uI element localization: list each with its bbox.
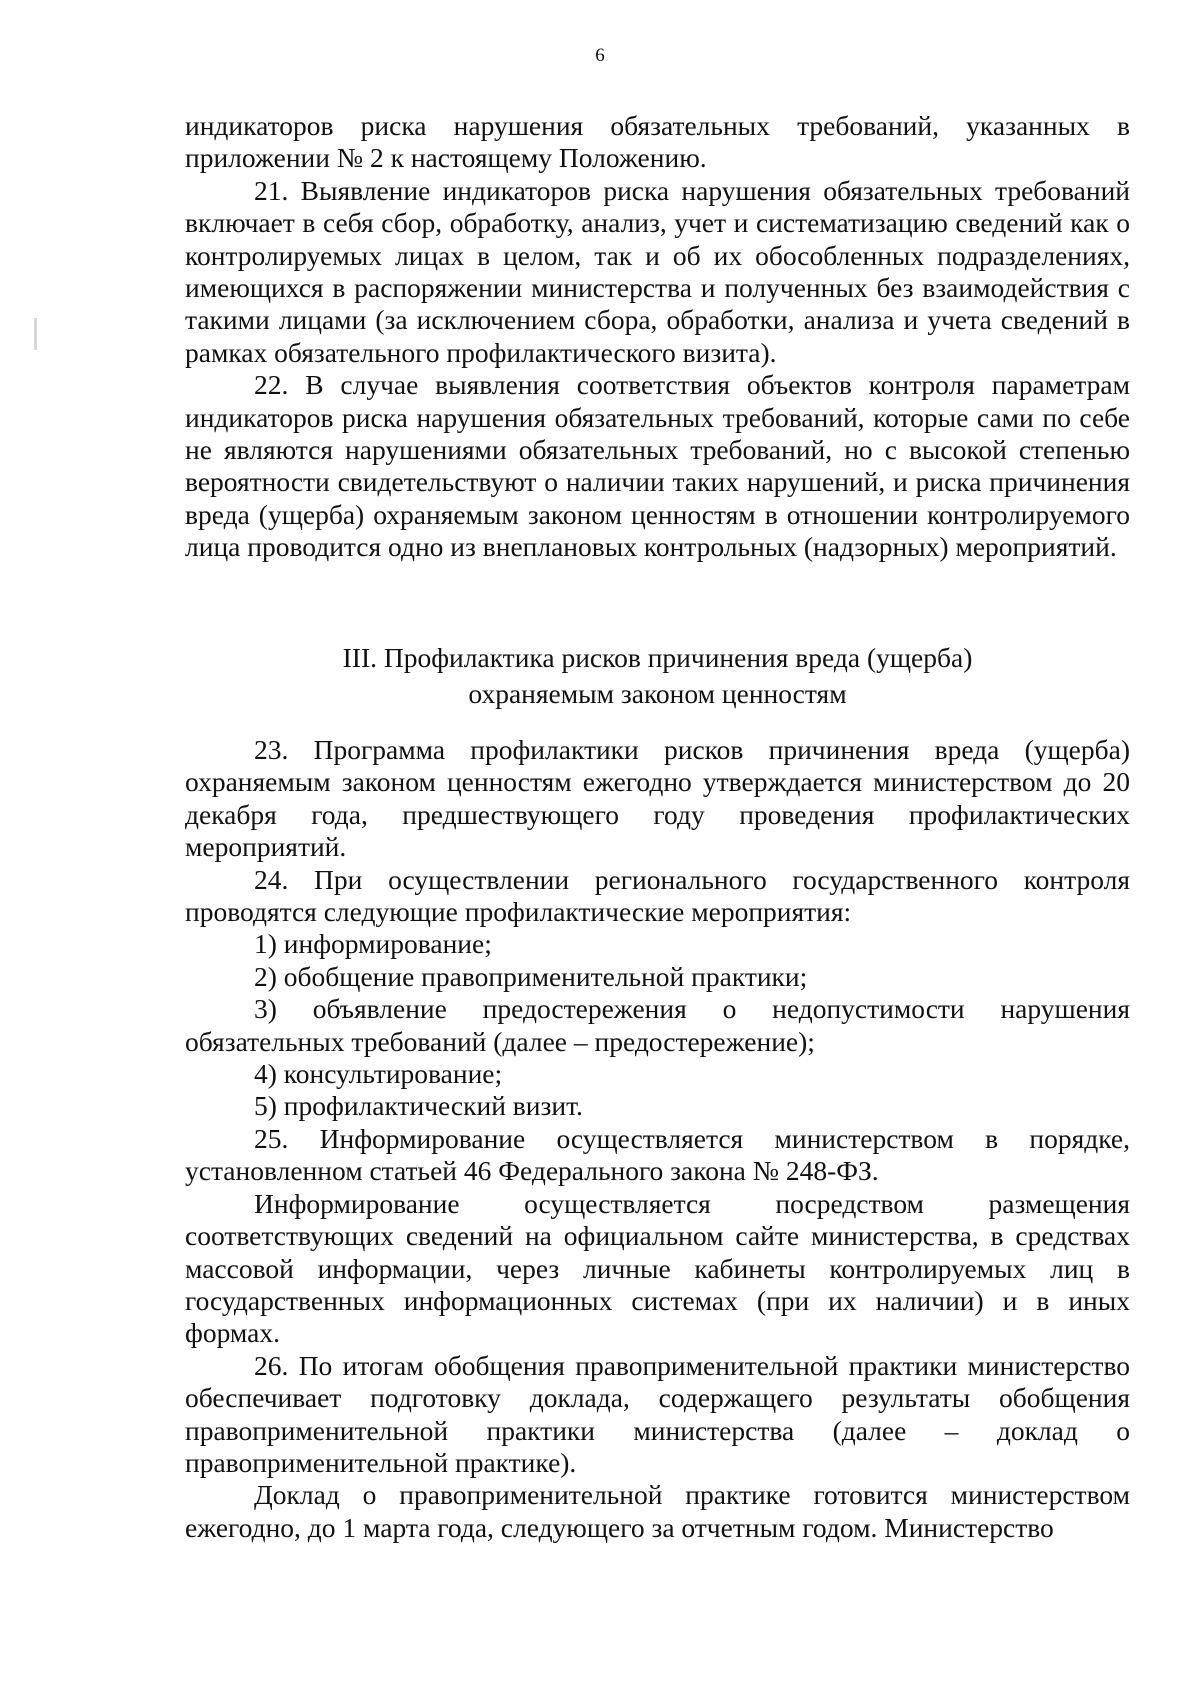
paragraph-21: 21. Выявление индикаторов риска нарушения обязательных требований включает в себя сбор, обработку, анализ, учет и систематизацию сведений как о контролируемых лицах в целом, так и об их обособленных подразделениях, имеющихся в распоряжении министерства и полученных без взаимодействия с такими лицами (за исключением сбора, обработки, анализа и учета сведений в рамках обязательного профилактического визита).: [185, 174, 1130, 368]
paragraph-25: 25. Информирование осуществляется министерством в порядке, установленном статьей 46 Федерального закона № 248-ФЗ.: [185, 1122, 1130, 1187]
paragraph-24: 24. При осуществлении регионального государственного контроля проводятся следующие профилактические мероприятия:: [185, 863, 1130, 928]
list-item-5: 5) профилактический визит.: [254, 1090, 583, 1122]
scan-margin-mark: [34, 318, 37, 350]
paragraph-22: 22. В случае выявления соответствия объектов контроля параметрам индикаторов риска нарушения обязательных требований, которые сами по себе не являются нарушениями обязательных требований, но с высокой степенью вероятности свидетельствуют о наличии таких нарушений, и риска причинения вреда (ущерба) охраняемым законом ценностям в отношении контролируемого лица проводится одно из внеплановых контрольных (надзорных) мероприятий.: [185, 369, 1130, 563]
body-top: [185, 110, 1130, 564]
body-bottom: [185, 734, 1130, 1544]
paragraph-continuation: индикаторов риска нарушения обязательных требований, указанных в приложении № 2 к настоящему Положению.: [185, 110, 1130, 174]
list-item-1: 1) информирование;: [254, 928, 492, 960]
paragraph-25-informing: Информирование осуществляется посредством размещения соответствующих сведений на официальном сайте министерства, в средствах массовой информации, через личные кабинеты контролируемых лиц в государственных информационных системах (при их наличии) и в иных формах.: [185, 1187, 1130, 1349]
list-item-4: 4) консультирование;: [254, 1058, 503, 1090]
list-item-3: 3) объявление предостережения о недопустимости нарушения обязательных требований (далее – предостережение);: [185, 993, 1130, 1057]
list-item-2: 2) обобщение правоприменительной практики;: [254, 960, 808, 992]
paragraph-26: 26. По итогам обобщения правоприменительной практики министерство обеспечивает подготовку доклада, содержащего результаты обобщения правоприменительной практики министерства (далее – доклад о правоприменительной практике).: [185, 1349, 1130, 1478]
page-number: 6: [595, 45, 605, 66]
paragraph-26-report: Доклад о правоприменительной практике готовится министерством ежегодно, до 1 марта года, следующего за отчетным годом. Министерство: [185, 1479, 1130, 1543]
section-heading: [185, 640, 1130, 712]
paragraph-23: 23. Программа профилактики рисков причинения вреда (ущерба) охраняемым законом ценностям ежегодно утверждается министерством до 20 декабря года, предшествующего году проведения профилактических мероприятий.: [185, 734, 1130, 863]
section-title-line-1: III. Профилактика рисков причинения вреда (ущерба): [342, 642, 973, 673]
section-title-line-2: охраняемым законом ценностям: [468, 678, 847, 709]
